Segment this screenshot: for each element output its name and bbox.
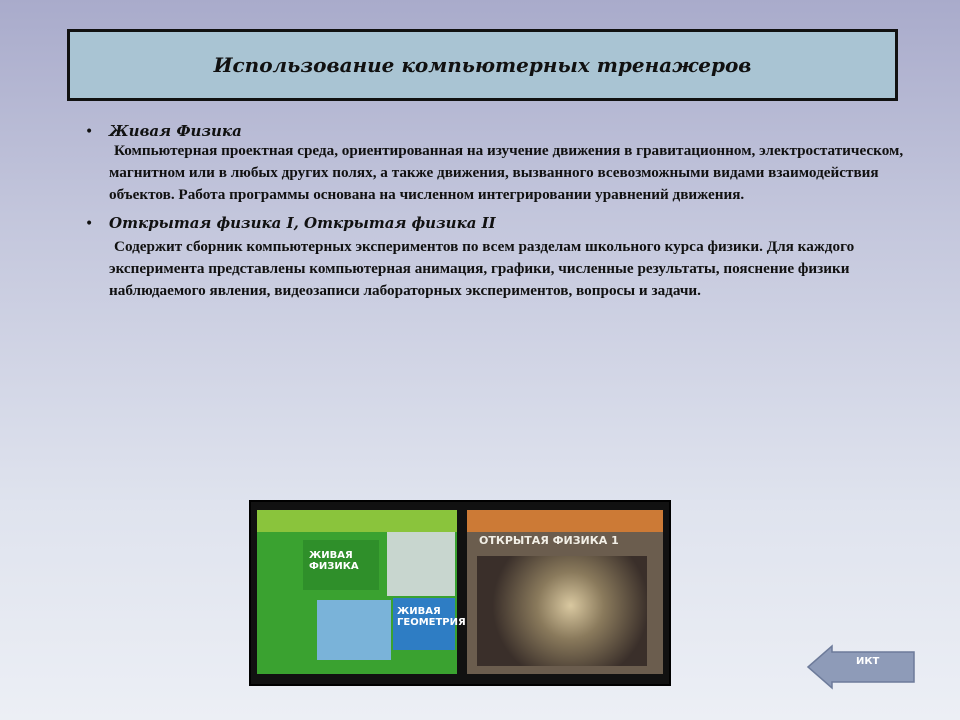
- bullet-heading: Живая Физика: [109, 122, 242, 140]
- bullet-dot-icon: •: [85, 124, 94, 140]
- disc-title: ЖИВАЯ ГЕОМЕТРИЯ: [397, 606, 466, 628]
- slide-title: Использование компьютерных тренажеров: [213, 53, 752, 77]
- nav-button-label[interactable]: ИКТ: [856, 656, 880, 667]
- disc-title: ЖИВАЯ ФИЗИКА: [309, 550, 359, 572]
- bullet-item: [85, 122, 925, 140]
- bullet-description: Содержит сборник компьютерных экспериментов по всем разделам школьного курса физики. Для каждого эксперимента представлены компьютерная анимация, графики, численные результаты, пояснение физики наблюдаемого явления, видеозаписи лабораторных экспериментов, вопросы и задачи.: [109, 238, 855, 299]
- bullet-description: Компьютерная проектная среда, ориентированная на изучение движения в гравитационном, электростатическом, магнитном или в любых других полях, а также движения, вызванного всевозможными видами взаимодействия объектов. Работа программы основана на численном интегрировании уравнений движения.: [109, 142, 904, 203]
- slide-title-box: [67, 29, 898, 101]
- cd-case-otkrytaya-fizika: [467, 510, 663, 674]
- bullet-heading: Открытая физика I, Открытая физика II: [109, 214, 496, 232]
- bullet-dot-icon: •: [85, 216, 94, 232]
- back-arrow-icon[interactable]: [806, 644, 916, 690]
- slide-content: [85, 122, 925, 310]
- bullet-item: [85, 214, 925, 232]
- cd-cases-photo: [249, 500, 671, 686]
- cd-case-zhivaya-fizika: [257, 510, 466, 674]
- disc-title: ОТКРЫТАЯ ФИЗИКА 1: [479, 534, 619, 547]
